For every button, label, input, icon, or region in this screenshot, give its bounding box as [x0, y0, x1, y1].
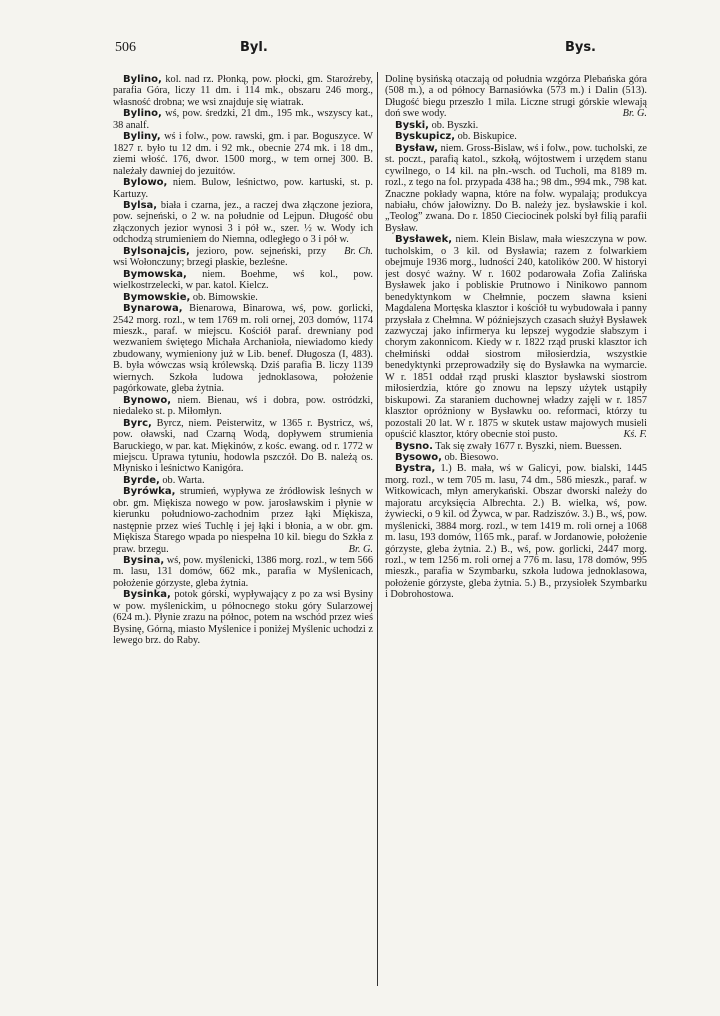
entry-text: niem. Klein Bislaw, mała wieszczyna w pow. tucholskim, o 3 kil. od Bysławia; razem z folwarkiem obejmuje 1936 morg., ludności 240, katolików 200. W historyi jest dosyć ważny. W r. 1602 podarowała Zofia Zalińska Bysławek jako i pobliskie Prutnowo i Ninikowo pannom benedyktynkom w Chełmnie, poczem sławna ksieni Magdalena Mortęska klasztor i kościół tu wybudowała i panny przysłała z Chełmna. W późniejszych czasach służył Bysławek zazwyczaj jako infirmerya ku lepszej wygodzie słabszym i chorym zakonnicom. Kiedy w r. 1822 rząd pruski klasztor ich chełmiński oddał siostrom miłosierdzia, wszystkie benedyktynki przeprowadziły się do Bysławka na wymarcie. W r. 1851 oddał rząd pruski klasztor bysławski siostrom miłosierdzia, które go znowu na lepszy użytek ustąpiły biskupowi. Za staraniem duchownej władzy zajęli w r. 1857 klasztor opróżniony w Bysławku oo. reformaci, którzy tu pozostali 20 lat. W r. 1875 w skutek ustaw majowych musieli opuścić klasztor, który obecnie stoi pusto. — [385, 234, 647, 441]
dictionary-entry — [385, 441, 647, 452]
dictionary-entry — [113, 303, 373, 395]
entry-text: biała i czarna, jez., a raczej dwa złączone jeziora, pow. sejneński, o 2 w. na południe od Lejpun. Długość obu złączonych jezior wynosi 3 i pół w., szer. ½ w. Wody ich odchodzą strumieniem do Niemna, odległego o 3 i pół w. — [113, 199, 373, 246]
dictionary-entry — [385, 120, 647, 131]
dictionary-entry — [113, 74, 373, 108]
dictionary-entry — [113, 108, 373, 131]
left-column — [113, 74, 373, 986]
dictionary-entry — [385, 143, 647, 235]
entry-text: wś, pow. myślenicki, 1386 morg. rozl., w tem 566 m. lasu, 131 domów, 662 mk., parafia w Myślenicach, położenie górzyste, gleba żytnia. — [113, 555, 373, 589]
dictionary-entry — [385, 131, 647, 142]
entry-headword: Bylino, — [123, 108, 162, 120]
page-number: 506 — [115, 40, 136, 55]
entry-text: jezioro, pow. sejneński, przy wsi Wołonczuny; brzegi płaskie, bezleśne. — [113, 245, 327, 269]
entry-headword: Byskupicz, — [395, 131, 455, 143]
dictionary-entry — [113, 589, 373, 646]
entry-headword: Bylsa, — [123, 199, 158, 211]
entry-text: niem. Bienau, wś i dobra, pow. ostródzki, niedaleko st. p. Miłomłyn. — [113, 394, 373, 418]
entry-text: 1.) B. mała, wś w Galicyi, pow. bialski, 1445 morg. rozl., w tem 705 m. lasu, 74 dm., 586 mieszk., paraf. w Witkowicach, młyn amerykański. Obszar dworski należy do majoratu arcyksięcia Albrechta. 2.) B. wielka, wś, pow. żywiecki, o 9 kil. od Żywca, w par. Radziszów. 3.) B., wś, pow. myślenicki, 3884 morg. rozl., w tem 1419 m. roli ornej a 1068 m. lasu, 193 domów, 1165 mk., paraf. w Jordanowie, położenie górzyste, gleba żytnia. 2.) B., wś, pow. gorlicki, 2447 morg. rozl., w tem 1256 m. roli ornej a 776 m. lasu, 178 domów, 995 mieszk., parafia w Szymbarku, szkoła ludowa jednoklasowa, położenie górzyste, gleba żytnia. 5.) B., przysiołek Szymbarku i Dobrohostowa. — [385, 463, 647, 601]
entry-text: ob. Warta. — [162, 474, 205, 486]
entry-text: potok górski, wypływający z po za wsi Bysiny w pow. myślenickim, u północnego stoku góry Sularzowej (624 m.). Płynie zrazu na północ, potem na wschód przez wieś Bysinę, Górną, miasto Myślenice i poniżej Myślenic uchodzi z lewego brz. do Raby. — [113, 589, 373, 647]
dictionary-entry — [113, 395, 373, 418]
dictionary-entry — [113, 177, 373, 200]
entry-headword: Bynarowa, — [123, 303, 183, 315]
entry-text: Tak się zwały 1677 r. Byszki, niem. Buessen. — [435, 440, 622, 452]
entry-author-signature: Br. Ch. — [344, 245, 373, 257]
dictionary-entry — [113, 131, 373, 177]
entry-author-signature: Br. G. — [348, 543, 373, 555]
entry-headword: Bysowo, — [395, 451, 442, 463]
entry-author-signature: Kś. F. — [623, 429, 647, 441]
dictionary-entry — [113, 475, 373, 486]
dictionary-entry — [113, 555, 373, 589]
entry-headword: Byrówka, — [123, 486, 176, 498]
guide-word-right: Bys. — [564, 40, 596, 55]
entry-headword: Byski, — [395, 119, 429, 131]
entry-text: wś, pow. średzki, 21 dm., 195 mk., wszyscy kat., 38 analf. — [113, 108, 373, 131]
guide-word-left: Byl. — [240, 40, 268, 55]
entry-headword: Bysinka, — [123, 589, 171, 601]
page-header — [112, 40, 602, 60]
dictionary-entry — [385, 463, 647, 600]
dictionary-entry — [113, 269, 373, 292]
entry-author-signature: Br. G. — [622, 108, 647, 120]
entry-text: Bienarowa, Binarowa, wś, pow. gorlicki, 2542 morg. rozl., w tem 1769 m. roli ornej, 203 domów, 1174 mieszk., paraf. w miejscu. Kościół paraf. drewniany pod wezwaniem świętego Michała Archanioła, niewiadomo kiedy zbudowany, wymieniony już w Lib. benef. Długosza (I, 483). B. była wówczas wsią królewską. Dziś parafia B. liczy 1139 wiernych. Szkoła ludowa jednoklasowa, położenie pagórkowate, gleba żytnia. — [113, 303, 373, 395]
entry-headword: Byliny, — [123, 131, 161, 143]
entry-headword: Bylsonajcis, — [123, 245, 190, 257]
entry-headword: Byrde, — [123, 474, 160, 486]
entry-text: kol. nad rz. Płonką, pow. płocki, gm. Staroźreby, parafia Góra, liczy 11 dm. i 114 mk., obszaru 246 morg., własność drobna; we wsi znajduje się wiatrak. — [113, 74, 373, 108]
entry-text: ob. Bimowskie. — [192, 291, 258, 303]
right-column — [385, 74, 647, 986]
dictionary-entry — [385, 74, 647, 120]
entry-headword: Bysina, — [123, 555, 165, 567]
entry-text: ob. Biskupice. — [457, 131, 517, 143]
entry-text: ob. Byszki. — [431, 119, 479, 131]
entry-headword: Bymowskie, — [123, 291, 191, 303]
column-divider — [377, 72, 378, 986]
entry-headword: Bysławek, — [395, 234, 453, 246]
entry-text: niem. Gross-Bislaw, wś i folw., pow. tucholski, ze st. poczt., parafią katol., szkołą, wójtostwem i urzędem stanu cywilnego, o 14 kil. na płn.-wsch. od Tucholi, ma 8189 m. rozl., z tego na fol. przypada 438 ha.; 98 dm., 994 mk., 798 kat. Znaczne pokłady wapna, które na folw. wypalają; produkcya nabiału, chów jałowizny. Do B. należy jez. bysławskie i kol. „Teolog” zwana. Do r. 1850 Cieciocinek polski był filią parafii Bysław. — [385, 142, 647, 234]
entry-headword: Bysław, — [395, 142, 438, 154]
entry-text: ob. Biesowo. — [444, 451, 499, 463]
dictionary-entry — [113, 418, 373, 475]
dictionary-entry — [113, 292, 373, 303]
entry-text: niem. Boehme, wś kol., pow. wielkostrzelecki, w par. katol. Kielcz. — [113, 268, 373, 292]
entry-headword: Bystra, — [395, 463, 436, 475]
entry-headword: Byrc, — [123, 417, 152, 429]
entry-headword: Bynowo, — [123, 394, 172, 406]
entry-headword: Bylowo, — [123, 177, 168, 189]
entry-text: strumień, wypływa ze źródłowisk leśnych w obr. gm. Miękisza nowego w pow. jarosławskim i płynie w kierunku południowo-zachodnim przez łąki Miękisza, następnie przez wieś Tuchlę i jej łąki i błonia, a w obr. gm. Miękisza Starego wpada po niespełna 10 kil. biegu do Szkła z praw. brzegu. — [113, 486, 373, 555]
entry-text: wś i folw., pow. rawski, gm. i par. Boguszyce. W 1827 r. było tu 12 dm. i 92 mk., obecnie 274 mk. i 18 dm., ziemi włość. 176, dwor. 1500 morg., w tem ornej 300. B. należały dawniej do jezuitów. — [113, 131, 373, 177]
entry-headword: Bysno. — [395, 440, 433, 452]
entry-text: Byrcz, niem. Peisterwitz, w 1365 r. Bystricz, wś, pow. oławski, nad Czarną Wodą, dopływem strumienia Baruckiego, w par. kat. Miękinów, z kośc. ewang. od r. 1772 w miejscu. Uprawa tytuniu, hodowla pszczół. Do B. należą os. Młynisko i leśnictwo Kanigóra. — [113, 417, 373, 475]
dictionary-entry — [113, 486, 373, 555]
dictionary-entry — [385, 452, 647, 463]
entry-text: niem. Bulow, leśnictwo, pow. kartuski, st. p. Kartuzy. — [113, 177, 373, 200]
dictionary-entry — [385, 234, 647, 440]
entry-headword: Bylino, — [123, 74, 162, 85]
entry-headword: Bymowska, — [123, 268, 187, 280]
entry-text: Dolinę bysińską otaczają od południa wzgórza Plebańska góra (508 m.), a od północy Barnasiówka (573 m.) i Dalin (513). Długość biegu przeszło 1 mila. Liczne strugi górskie wlewają doń swe wody. — [385, 74, 647, 120]
